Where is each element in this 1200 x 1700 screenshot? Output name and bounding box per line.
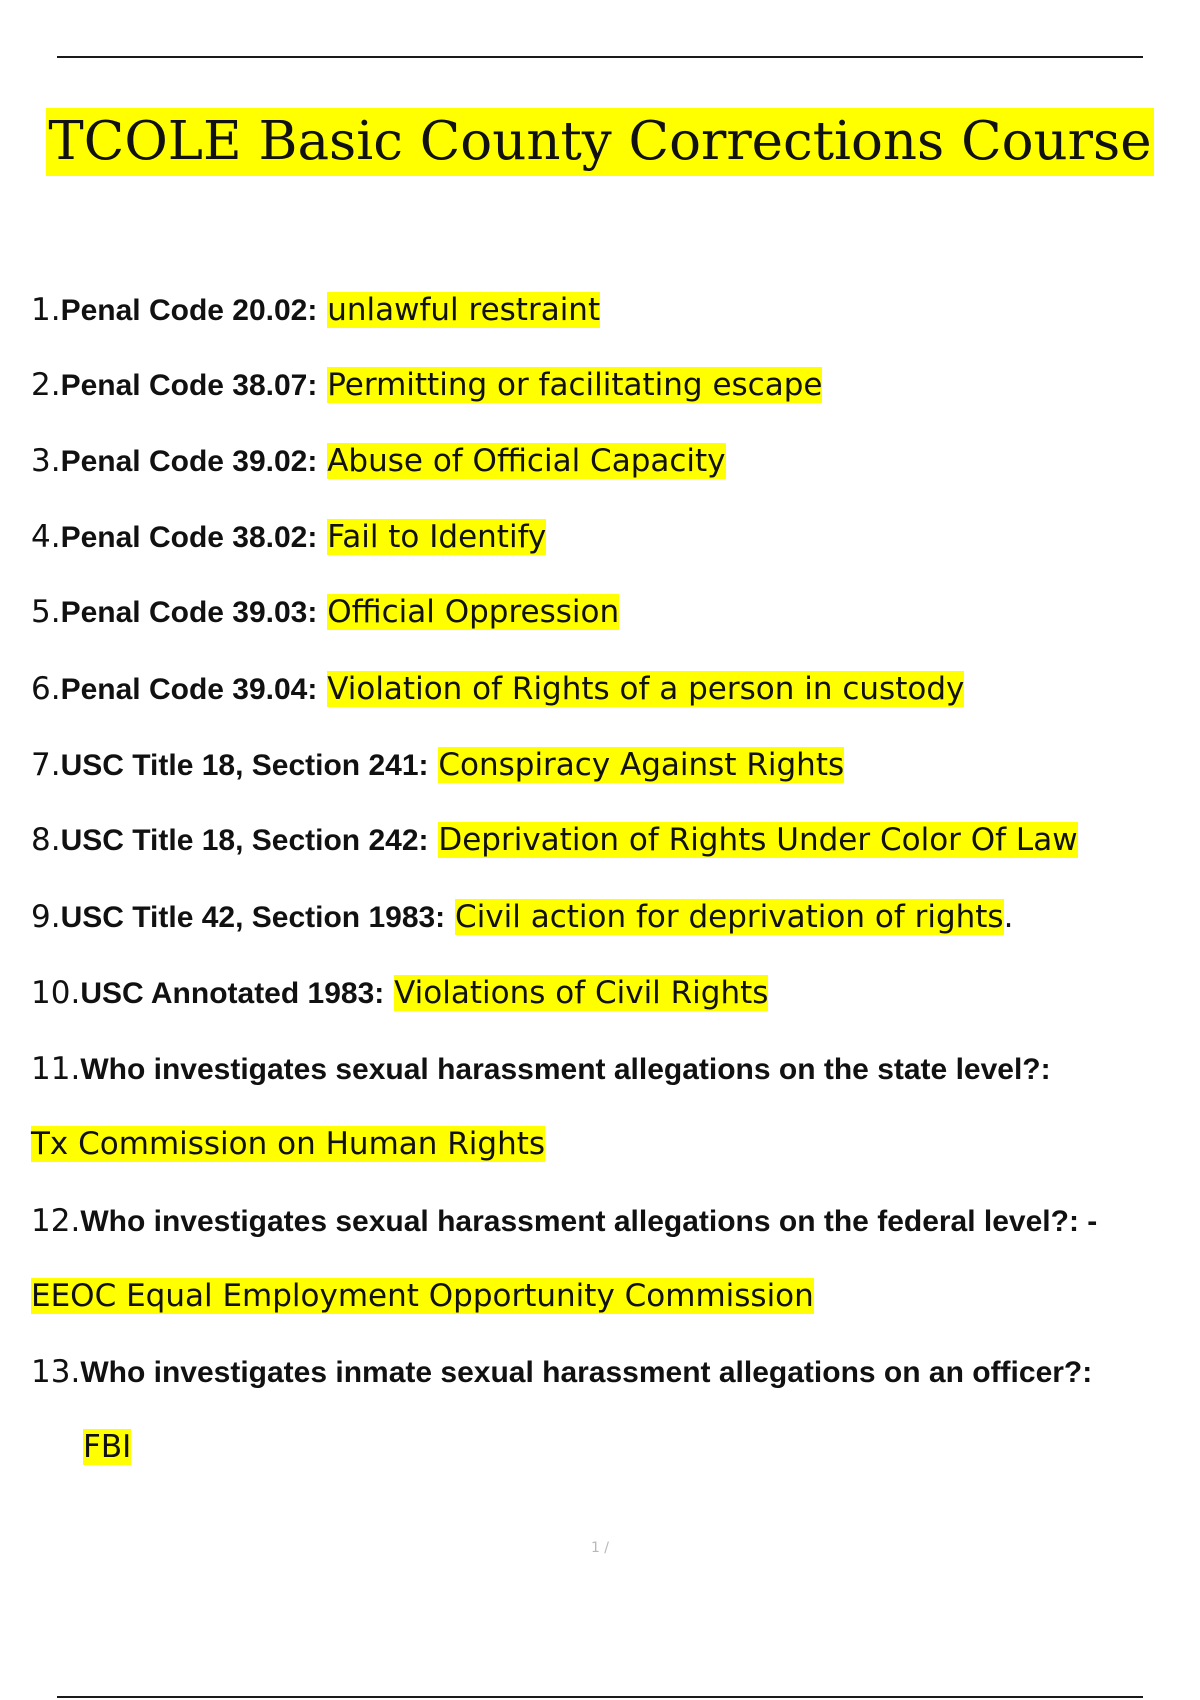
item-term: USC Title 18, Section 241:: [60, 749, 429, 782]
list-item: [31, 971, 768, 1016]
item-term: USC Title 42, Section 1983:: [60, 901, 446, 934]
item-number: 6.: [31, 671, 61, 707]
list-item: [31, 515, 546, 560]
item-number: 2.: [31, 367, 61, 403]
list-item: [31, 895, 1013, 940]
list-item: [31, 1047, 1051, 1092]
list-item: [31, 288, 600, 333]
top-rule: [57, 56, 1143, 58]
item-answer: Deprivation of Rights Under Color Of Law: [438, 822, 1078, 858]
item-number: 10.: [31, 975, 81, 1011]
page-number: 1 /: [590, 1540, 610, 1556]
item-number: 9.: [31, 899, 61, 935]
item-term: Who investigates inmate sexual harassment allegations on an officer?:: [80, 1356, 1093, 1389]
item-term: Penal Code 39.04:: [60, 673, 318, 706]
item-number: 4.: [31, 519, 61, 555]
item-answer: unlawful restraint: [327, 292, 601, 328]
item-answer: Violations of Civil Rights: [394, 975, 769, 1011]
list-item: [31, 590, 619, 635]
title-container: [0, 108, 1200, 176]
item-number: 12.: [31, 1203, 81, 1239]
document-title: TCOLE Basic County Corrections Course: [46, 108, 1153, 176]
bottom-rule: [57, 1696, 1143, 1698]
list-item: [31, 363, 822, 408]
list-item-answer-line: [83, 1425, 131, 1469]
item-answer: Civil action for deprivation of rights: [455, 899, 1004, 935]
item-term: Penal Code 38.07:: [60, 369, 318, 402]
item-answer: Tx Commission on Human Rights: [31, 1126, 546, 1162]
item-answer: FBI: [83, 1429, 132, 1465]
item-number: 7.: [31, 747, 61, 783]
list-item: [31, 1350, 1092, 1395]
item-number: 13.: [31, 1354, 81, 1390]
list-item: [31, 667, 964, 712]
item-number: 8.: [31, 822, 61, 858]
item-term: USC Title 18, Section 242:: [60, 824, 429, 857]
list-item: [31, 818, 1078, 863]
item-answer: EEOC Equal Employment Opportunity Commission: [31, 1278, 814, 1314]
item-term: Penal Code 39.03:: [60, 596, 318, 629]
list-item: [31, 743, 844, 788]
item-answer: Conspiracy Against Rights: [438, 747, 845, 783]
item-term: Penal Code 38.02:: [60, 521, 318, 554]
item-answer: Abuse of Official Capacity: [327, 443, 726, 479]
item-term: USC Annotated 1983:: [80, 977, 385, 1010]
item-number: 1.: [31, 292, 61, 328]
item-answer: Fail to Identify: [327, 519, 547, 555]
item-term: Penal Code 20.02:: [60, 294, 318, 327]
list-item-answer-line: [31, 1274, 814, 1318]
list-item-answer-line: [31, 1122, 545, 1166]
item-number: 11.: [31, 1051, 81, 1087]
item-answer: Permitting or facilitating escape: [327, 367, 823, 403]
item-answer: Violation of Rights of a person in custody: [327, 671, 965, 707]
item-number: 3.: [31, 443, 61, 479]
list-item: [31, 1199, 1097, 1244]
item-number: 5.: [31, 594, 61, 630]
item-term: Who investigates sexual harassment allegations on the federal level?: -: [80, 1205, 1098, 1238]
item-term: Who investigates sexual harassment allegations on the state level?:: [80, 1053, 1051, 1086]
item-suffix: .: [1003, 899, 1014, 935]
item-term: Penal Code 39.02:: [60, 445, 318, 478]
list-item: [31, 439, 726, 484]
item-answer: Official Oppression: [327, 594, 620, 630]
